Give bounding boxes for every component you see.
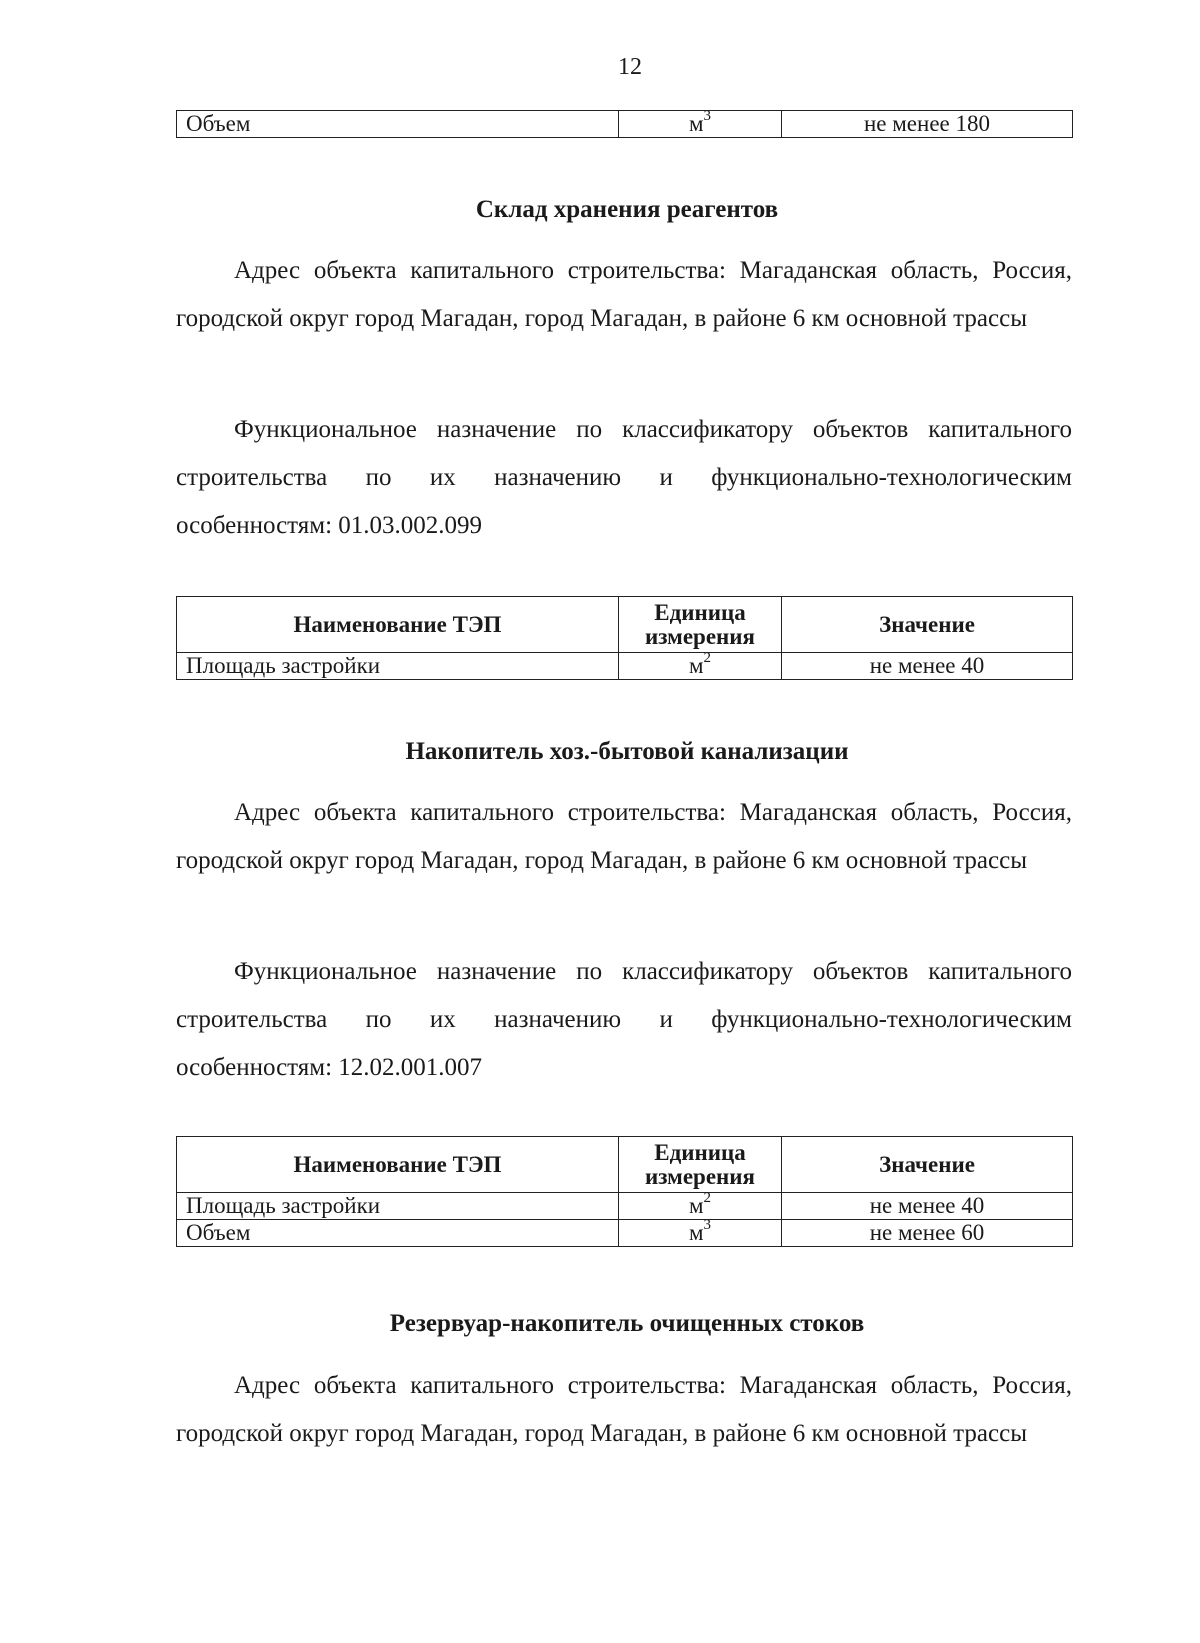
address-paragraph: Адрес объекта капитального строительства: Магаданская область, Россия, городской округ город Магадан, город Магадан, в районе 6 км основной трассы bbox=[176, 799, 1072, 874]
tep-table-reagent-storage bbox=[176, 596, 1073, 680]
header-tep-name: Наименование ТЭП bbox=[177, 597, 619, 653]
header-unit: Единица измерения bbox=[619, 597, 782, 653]
unit-cell: $м^2$ bbox=[619, 653, 782, 680]
function-paragraph: Функциональное назначение по классификатору объектов капитального строительства по их назначению и функционально-технологическим особенностям: 12.02.001.007 bbox=[176, 958, 1072, 1081]
tep-table-sewage-accumulator bbox=[176, 1136, 1073, 1247]
unit-cell: $м^3$ bbox=[619, 1220, 782, 1247]
section-heading-sewage-accumulator: Накопитель хоз.-бытовой канализации bbox=[405, 738, 849, 765]
address-paragraph: Адрес объекта капитального строительства: Магаданская область, Россия, городской округ город Магадан, город Магадан, в районе 6 км основной трассы bbox=[176, 1372, 1072, 1447]
unit-cell: $м^2$ bbox=[619, 1193, 782, 1220]
tep-name-cell: Площадь застройки bbox=[177, 1193, 619, 1220]
value-cell: не менее 40 bbox=[782, 653, 1073, 680]
volume-table-continued bbox=[176, 110, 1073, 138]
section-heading-reagent-storage: Склад хранения реагентов bbox=[475, 196, 779, 223]
address-paragraph: Адрес объекта капитального строительства: Магаданская область, Россия, городской округ город Магадан, город Магадан, в районе 6 км основной трассы bbox=[176, 257, 1072, 332]
value-cell: не менее 60 bbox=[782, 1220, 1073, 1247]
value-cell: не менее 40 bbox=[782, 1193, 1073, 1220]
value-cell: не менее 180 bbox=[782, 111, 1073, 138]
header-value: Значение bbox=[782, 597, 1073, 653]
table-row bbox=[177, 1193, 1073, 1220]
section-heading-treated-effluent-reservoir: Резервуар-накопитель очищенных стоков bbox=[389, 1310, 865, 1337]
tep-name-cell: Площадь застройки bbox=[177, 653, 619, 680]
header-tep-name: Наименование ТЭП bbox=[177, 1137, 619, 1193]
table-row bbox=[177, 111, 1073, 138]
tep-name-cell: Объем bbox=[177, 111, 619, 138]
header-value: Значение bbox=[782, 1137, 1073, 1193]
table-header-row bbox=[177, 597, 1073, 653]
unit-cell: $м^3$ bbox=[619, 111, 782, 138]
header-unit: Единица измерения bbox=[619, 1137, 782, 1193]
tep-name-cell: Объем bbox=[177, 1220, 619, 1247]
table-row bbox=[177, 653, 1073, 680]
page-number: 12 bbox=[618, 54, 642, 80]
table-header-row bbox=[177, 1137, 1073, 1193]
table-row bbox=[177, 1220, 1073, 1247]
function-paragraph: Функциональное назначение по классификатору объектов капитального строительства по их назначению и функционально-технологическим особенностям: 01.03.002.099 bbox=[176, 416, 1072, 539]
